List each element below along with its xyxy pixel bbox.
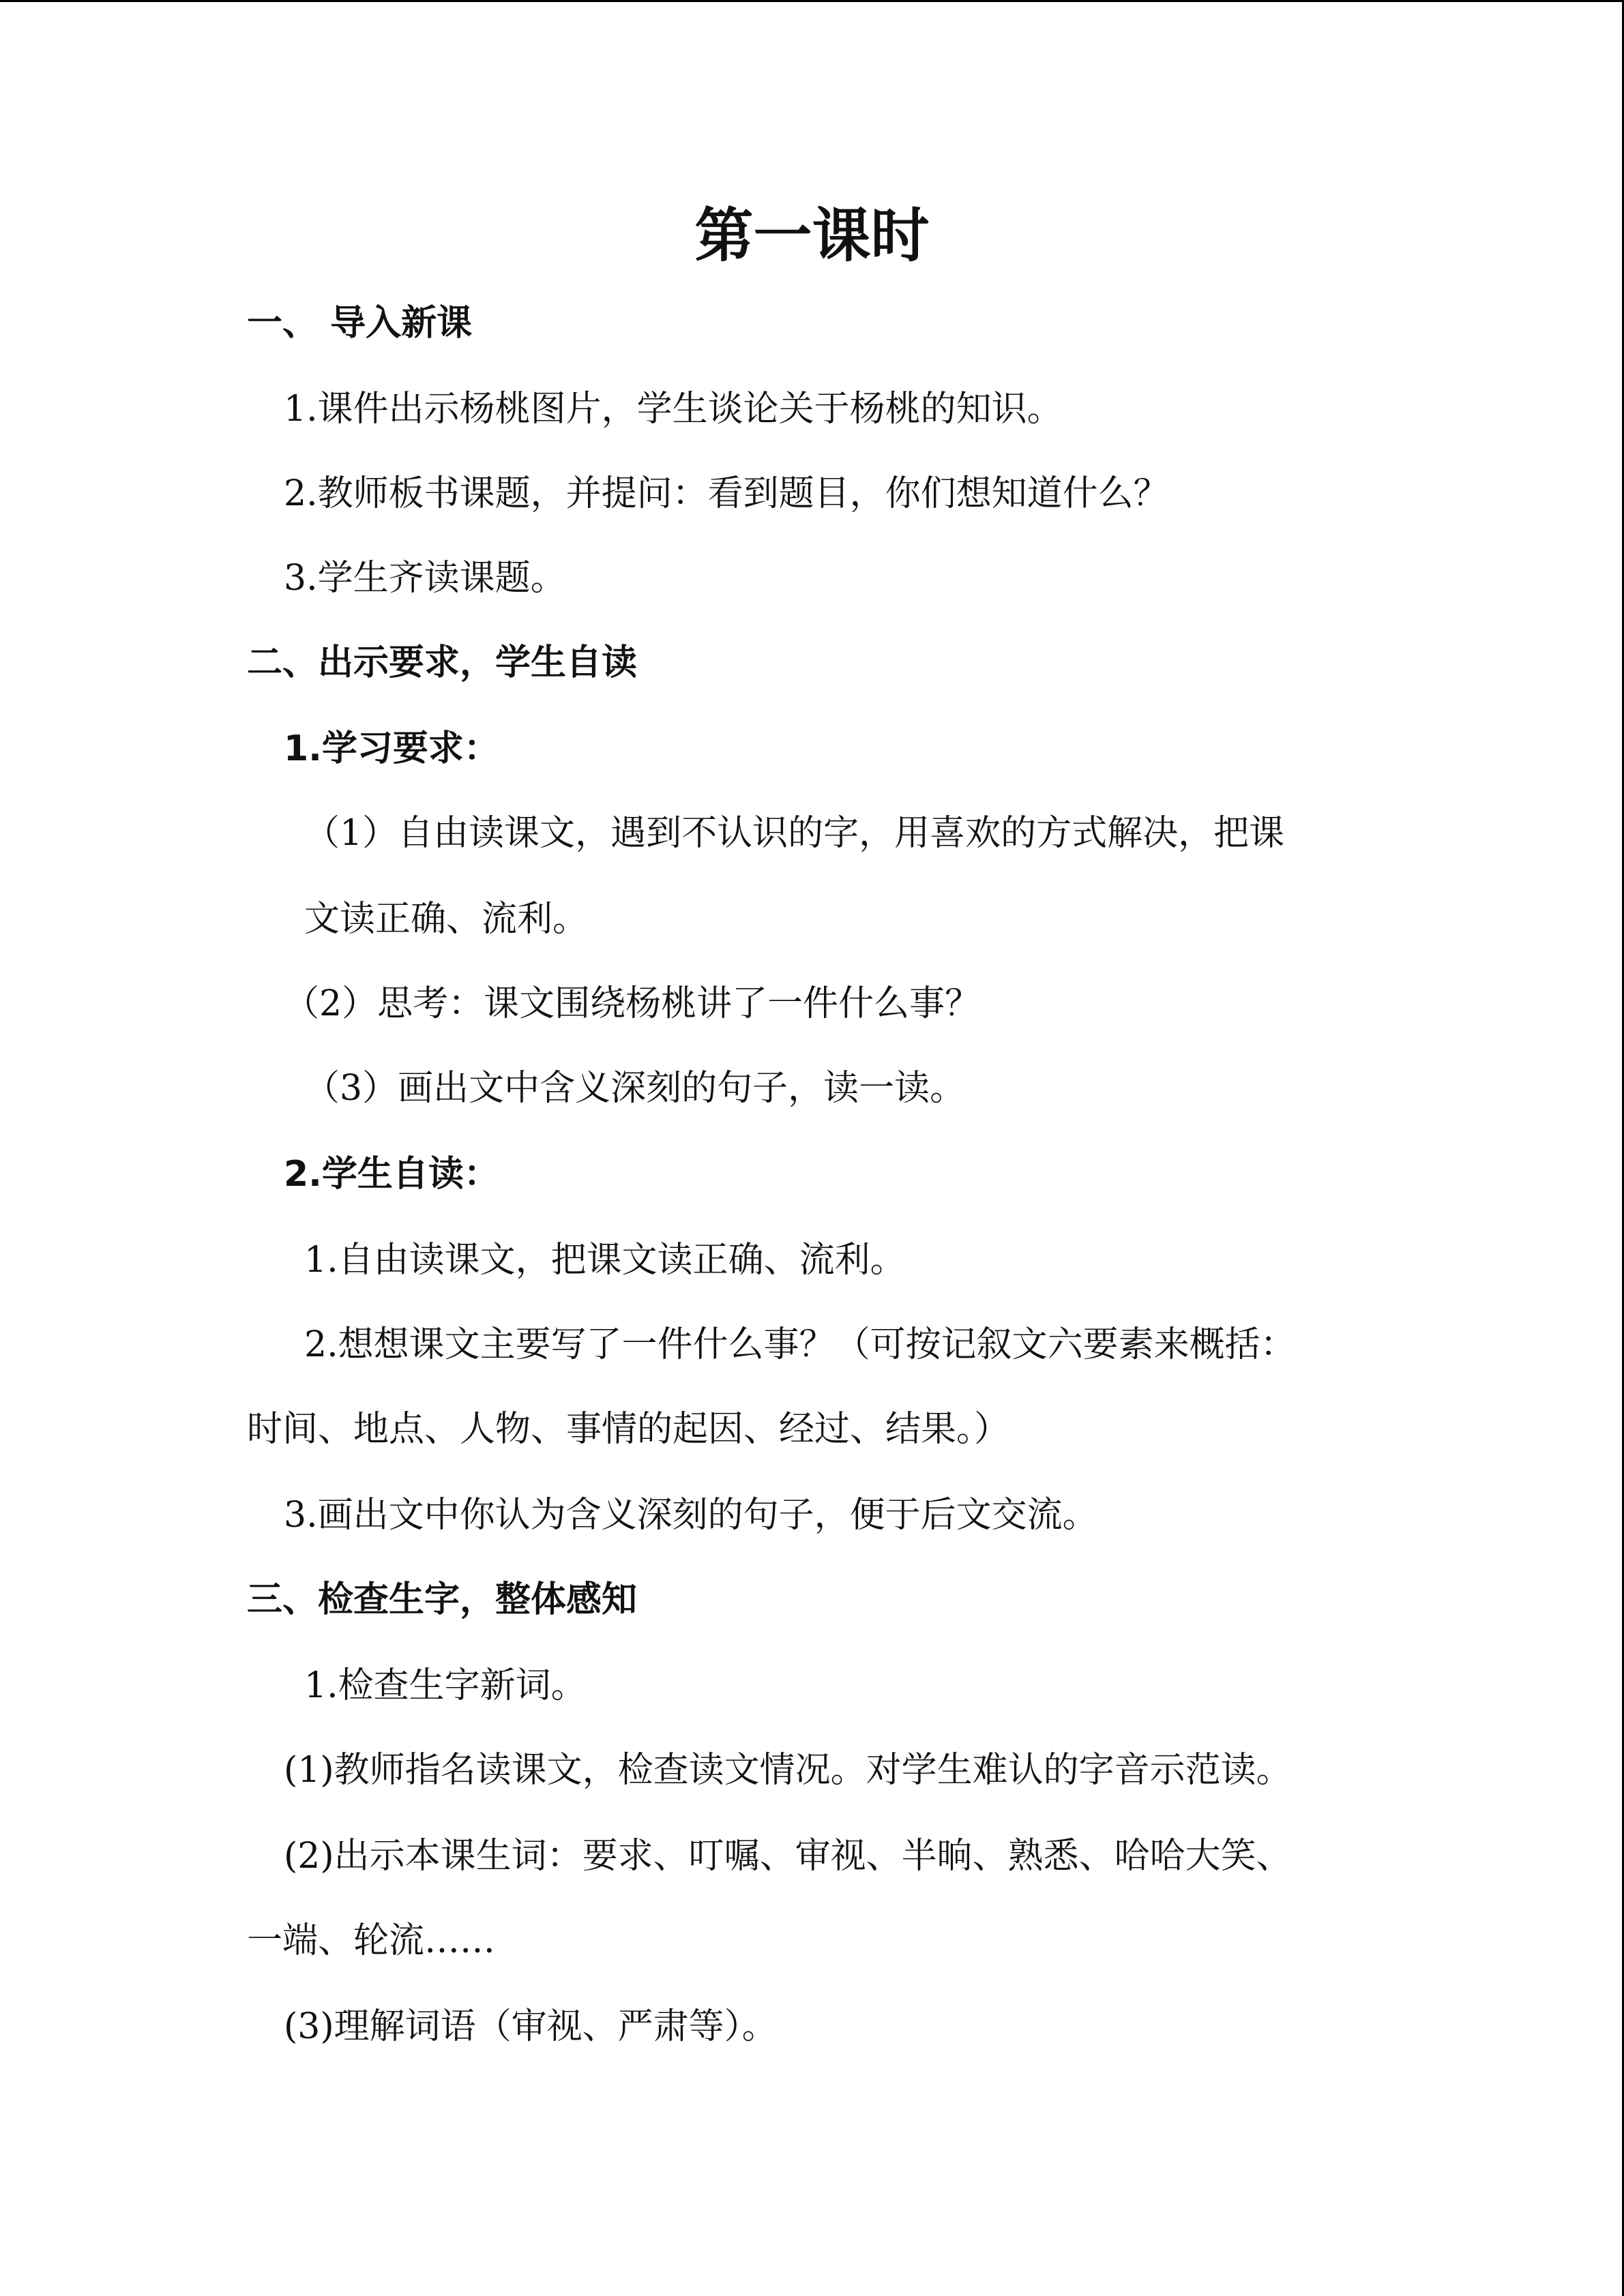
self-reading-item-1: 1.自由读课文，把课文读正确、流利。	[304, 1240, 906, 1281]
section-heading-3: 三、检查生字，整体感知	[247, 1579, 638, 1620]
requirement-item-2: （2）思考：课文围绕杨桃讲了一件什么事？	[284, 983, 981, 1024]
self-reading-item-3: 3.画出文中你认为含义深刻的句子，便于后文交流。	[284, 1495, 1098, 1536]
section3-item-3-continued: 一端、轮流……	[247, 1920, 496, 1961]
section1-item-1: 1.课件出示杨桃图片，学生谈论关于杨桃的知识。	[284, 389, 1063, 430]
self-reading-item-2: 2.想想课文主要写了一件什么事？（可按记叙文六要素来概括：	[304, 1324, 1296, 1365]
section-heading-2: 二、出示要求，学生自读	[247, 642, 638, 683]
section3-item-2: (1)教师指名读课文，检查读文情况。对学生难认的字音示范读。	[284, 1750, 1292, 1791]
subsection-heading-self-reading: 2.学生自读：	[284, 1154, 499, 1195]
section3-item-1: 1.检查生字新词。	[304, 1665, 587, 1706]
self-reading-item-2-continued: 时间、地点、人物、事情的起因、经过、结果。）	[247, 1409, 1010, 1450]
section3-item-3: (2)出示本课生词：要求、叮嘱、审视、半晌、熟悉、哈哈大笑、	[284, 1836, 1292, 1877]
requirement-item-1-continued: 文读正确、流利。	[304, 899, 589, 940]
requirement-item-1: （1）自由读课文，遇到不认识的字，用喜欢的方式解决，把课	[304, 813, 1285, 854]
subsection-heading-learning-requirements: 1.学习要求：	[284, 728, 499, 769]
page-title: 第一课时	[694, 202, 930, 270]
section1-item-3: 3.学生齐读课题。	[284, 558, 566, 599]
section-heading-1: 一、 导入新课	[247, 303, 473, 344]
section3-item-4: (3)理解词语（审视、严肃等）。	[284, 2006, 778, 2047]
section1-item-2: 2.教师板书课题，并提问：看到题目，你们想知道什么？	[284, 473, 1169, 514]
requirement-item-3: （3）画出文中含义深刻的句子，读一读。	[304, 1068, 966, 1109]
